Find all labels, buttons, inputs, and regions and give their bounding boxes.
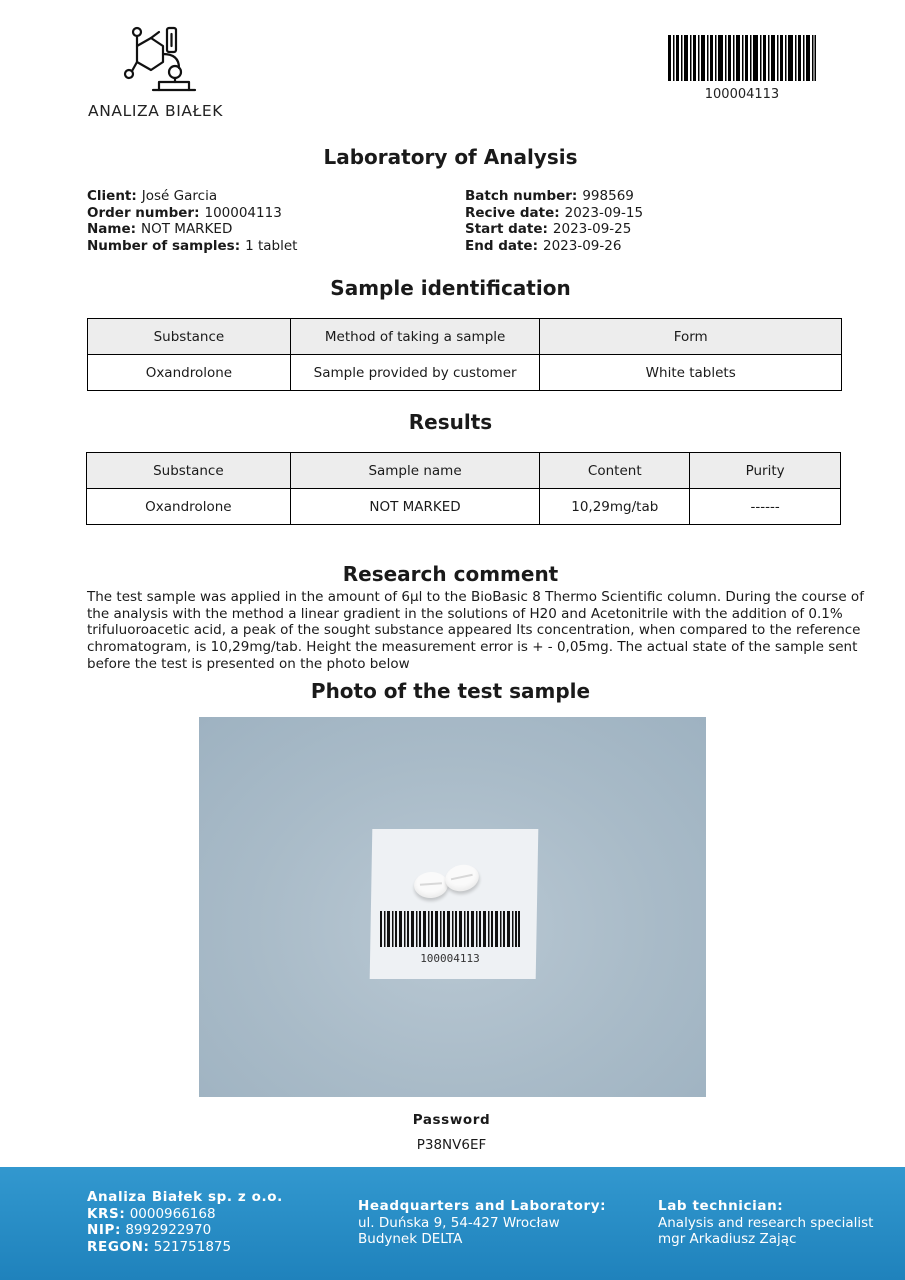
start-value: 2023-09-25 bbox=[552, 221, 632, 237]
footer-technician bbox=[658, 1198, 873, 1248]
samples-row bbox=[87, 238, 297, 255]
nip-value: 8992922970 bbox=[125, 1222, 212, 1239]
molecule-microscope-icon bbox=[123, 24, 203, 96]
tech-name: mgr Arkadiusz Zając bbox=[658, 1231, 797, 1248]
client-row bbox=[87, 188, 297, 205]
barcode-number: 100004113 bbox=[704, 87, 780, 102]
batch-value: 998569 bbox=[582, 188, 634, 204]
order-value: 100004113 bbox=[204, 204, 282, 221]
order-label: Order number: bbox=[87, 204, 200, 221]
tech-role: Analysis and research specialist bbox=[658, 1214, 874, 1231]
table-header-cell: Form bbox=[540, 319, 842, 355]
hq-heading: Headquarters and Laboratory: bbox=[358, 1198, 607, 1214]
table-cell: 10,29mg/tab bbox=[540, 489, 690, 525]
table-cell: Oxandrolone bbox=[87, 489, 291, 525]
footer bbox=[0, 1167, 905, 1280]
table-cell: Oxandrolone bbox=[88, 355, 291, 391]
sample-identification-table bbox=[87, 318, 842, 391]
hq-address: ul. Duńska 9, 54-427 Wrocław bbox=[358, 1214, 560, 1231]
order-row bbox=[87, 205, 297, 222]
start-label: Start date: bbox=[465, 221, 548, 237]
end-value: 2023-09-26 bbox=[542, 237, 622, 254]
start-row bbox=[465, 221, 643, 238]
table-header-cell: Method of taking a sample bbox=[290, 319, 540, 355]
table-cell: Sample provided by customer bbox=[290, 355, 540, 391]
name-row bbox=[87, 221, 297, 238]
client-label: Client: bbox=[87, 188, 137, 204]
results-table bbox=[86, 452, 841, 525]
client-info bbox=[87, 188, 297, 254]
results-heading: Results bbox=[408, 410, 493, 434]
photo-label-number: 100004113 bbox=[420, 952, 480, 965]
table-cell: NOT MARKED bbox=[290, 489, 540, 525]
footer-headquarters bbox=[358, 1198, 606, 1248]
batch-info bbox=[465, 188, 643, 254]
batch-label: Batch number: bbox=[465, 188, 578, 204]
receive-row bbox=[465, 205, 643, 222]
client-value: José Garcia bbox=[141, 188, 218, 204]
table-row bbox=[88, 355, 842, 391]
photo-heading: Photo of the test sample bbox=[310, 679, 591, 703]
samples-value: 1 tablet bbox=[245, 237, 298, 254]
table-row bbox=[87, 489, 841, 525]
table-cell: ------ bbox=[690, 489, 841, 525]
photo-barcode bbox=[380, 911, 520, 947]
table-header-cell: Substance bbox=[87, 453, 291, 489]
end-row bbox=[465, 238, 643, 255]
regon-value: 521751875 bbox=[153, 1239, 232, 1256]
table-header-row bbox=[87, 453, 841, 489]
company-name: Analiza Białek sp. z o.o. bbox=[87, 1189, 283, 1205]
batch-row bbox=[465, 188, 643, 205]
samples-label: Number of samples: bbox=[87, 237, 241, 254]
table-header-row bbox=[88, 319, 842, 355]
sample-identification-heading: Sample identification bbox=[330, 276, 571, 300]
research-comment-heading: Research comment bbox=[342, 562, 559, 586]
hq-building: Budynek DELTA bbox=[358, 1231, 463, 1248]
barcode bbox=[668, 35, 816, 81]
end-label: End date: bbox=[465, 237, 538, 254]
regon-label: REGON: bbox=[87, 1239, 150, 1256]
table-header-cell: Substance bbox=[88, 319, 291, 355]
receive-value: 2023-09-15 bbox=[564, 204, 644, 221]
krs-label: KRS: bbox=[87, 1205, 126, 1222]
research-comment-text: The test sample was applied in the amount of 6µl to the BioBasic 8 Thermo Scientific column. During the course of the analysis with the method a linear gradient in the solutions of H20 and Acetonitrile with the addition of 0.1% trifuluoroacetic acid, a peak of the sought substance appeared Its concentration, when compared to the reference chromatogram, is 10,29mg/tab. Height the measurement error is + - 0,05mg. The actual state of the sample sent before the test is presented on the photo below bbox=[87, 589, 864, 672]
page-title: Laboratory of Analysis bbox=[323, 145, 578, 169]
table-header-cell: Purity bbox=[690, 453, 841, 489]
nip-label: NIP: bbox=[87, 1222, 122, 1239]
company-logo bbox=[88, 24, 238, 124]
receive-label: Recive date: bbox=[465, 204, 560, 221]
password-value: P38NV6EF bbox=[416, 1137, 487, 1153]
table-cell: White tablets bbox=[540, 355, 842, 391]
table-header-cell: Sample name bbox=[290, 453, 540, 489]
name-label: Name: bbox=[87, 221, 137, 237]
name-value: NOT MARKED bbox=[141, 221, 233, 237]
krs-value: 0000966168 bbox=[129, 1205, 216, 1222]
tech-heading: Lab technician: bbox=[658, 1198, 784, 1214]
footer-company bbox=[87, 1189, 283, 1256]
logo-text: ANALIZA BIAŁEK bbox=[88, 102, 224, 120]
password-label: Password bbox=[412, 1112, 491, 1128]
sample-photo bbox=[199, 717, 706, 1097]
table-header-cell: Content bbox=[540, 453, 690, 489]
